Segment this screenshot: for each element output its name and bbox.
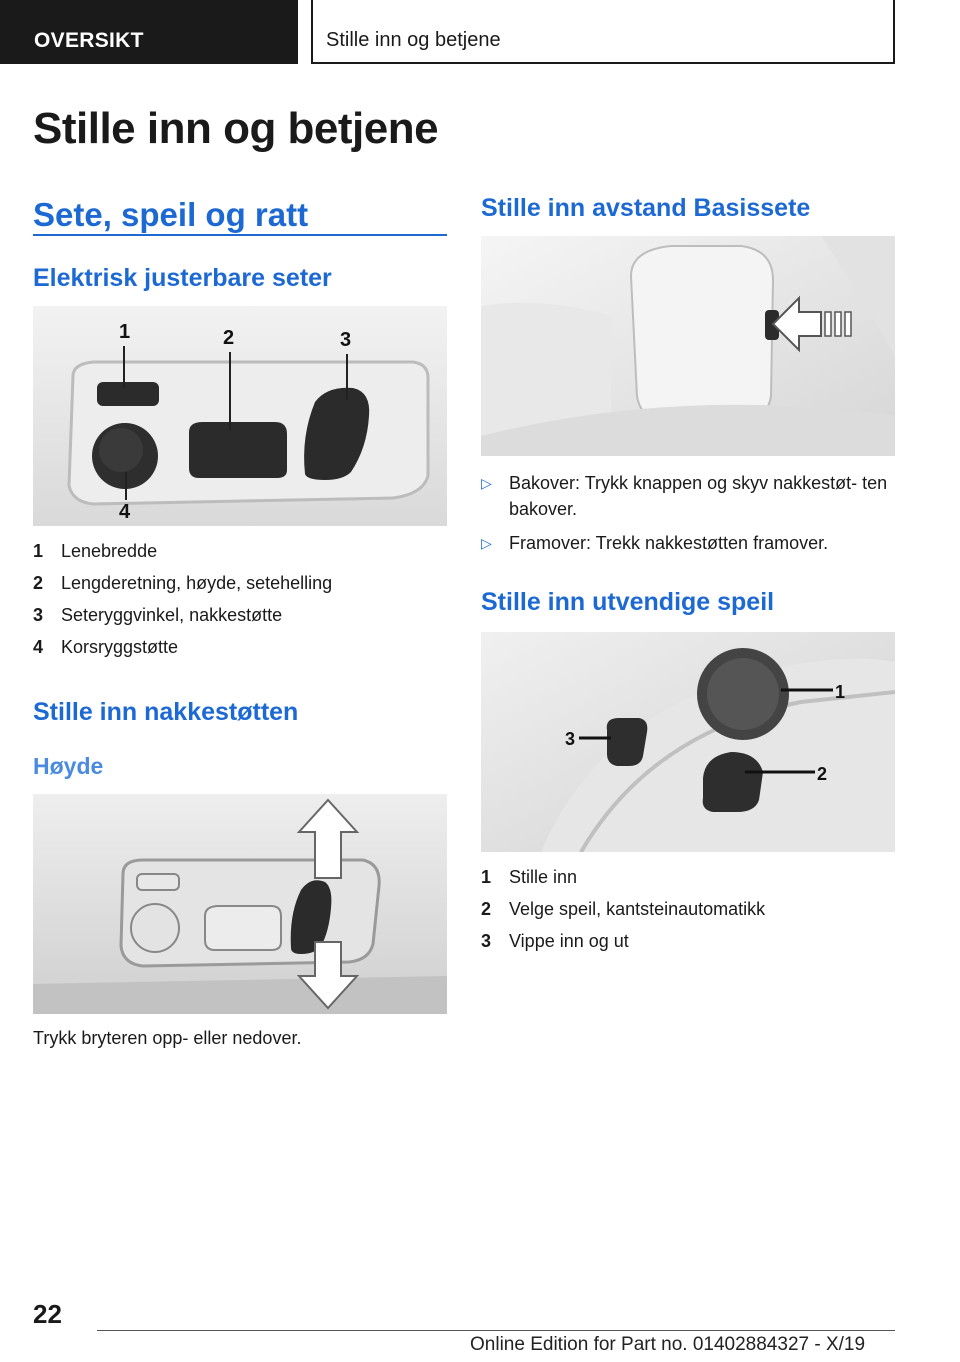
- list-item-number: 3: [481, 931, 492, 951]
- list-item-text: Vippe inn og ut: [509, 931, 629, 951]
- page-title: Stille inn og betjene: [33, 104, 439, 153]
- seat-callout-2: 2: [223, 327, 235, 349]
- header-chapter-tab: Stille inn og betjene: [311, 0, 895, 64]
- list-item: [33, 604, 447, 636]
- list-item-text: Seteryggvinkel, nakkestøtte: [61, 605, 283, 625]
- list-item-number: 4: [33, 637, 44, 657]
- list-item-number: 1: [481, 867, 492, 887]
- section-rule: [33, 234, 447, 236]
- list-item: [481, 530, 895, 556]
- seat-callout-3: 3: [340, 329, 352, 351]
- list-item-text: Velge speil, kantsteinautomatikk: [509, 899, 766, 919]
- distance-heading: Stille inn avstand Basissete: [481, 194, 811, 222]
- list-item-number: 3: [33, 605, 44, 625]
- list-item-text: Lenebredde: [61, 541, 158, 561]
- mirror-controls-figure: [481, 632, 895, 852]
- headrest-height-figure: [33, 794, 447, 1014]
- list-item: [481, 898, 895, 930]
- list-item: [481, 470, 895, 522]
- mirror-heading: Stille inn utvendige speil: [481, 588, 775, 616]
- footer-rule: [97, 1330, 895, 1331]
- mirror-callout-1: 1: [835, 682, 846, 702]
- list-item-text: Stille inn: [509, 867, 578, 887]
- height-subheading: Høyde: [33, 753, 104, 779]
- seat-legend-list: [33, 540, 447, 668]
- list-item-text: Bakover: Trykk knappen og skyv nakkestøt‐ ten bakover.: [509, 473, 888, 519]
- headrest-heading: Stille inn nakkestøtten: [33, 698, 299, 726]
- mirror-callout-2: 2: [817, 764, 828, 784]
- list-item-number: 2: [481, 899, 492, 919]
- triangle-bullet-icon: ▷: [481, 535, 492, 551]
- seat-callout-1: 1: [119, 321, 131, 343]
- list-item: [33, 540, 447, 572]
- footer-edition: Online Edition for Part no. 01402884327 - X/19: [470, 1334, 866, 1355]
- distance-bullet-list: [481, 470, 895, 564]
- headrest-distance-figure: [481, 236, 895, 456]
- triangle-bullet-icon: ▷: [481, 475, 492, 491]
- list-item-number: 1: [33, 541, 44, 561]
- list-item: [33, 636, 447, 668]
- mirror-legend-list: [481, 866, 895, 962]
- list-item-text: Lengderetning, høyde, setehelling: [61, 573, 333, 593]
- seat-controls-figure: [33, 306, 447, 526]
- page-number: 22: [33, 1299, 62, 1329]
- list-item-number: 2: [33, 573, 44, 593]
- section-heading-seat-mirror-wheel: Sete, speil og ratt: [33, 196, 309, 233]
- list-item: [481, 866, 895, 898]
- list-item: [481, 930, 895, 962]
- seat-callout-4: 4: [119, 501, 131, 523]
- list-item-text: Korsryggstøtte: [61, 637, 179, 657]
- height-instruction: Trykk bryteren opp- eller nedover.: [33, 1028, 302, 1048]
- header-section-tab: OVERSIKT: [0, 0, 298, 64]
- list-item: [33, 572, 447, 604]
- seats-heading: Elektrisk justerbare seter: [33, 264, 332, 292]
- list-item-text: Framover: Trekk nakkestøtten framover.: [509, 533, 829, 553]
- mirror-callout-3: 3: [565, 729, 576, 749]
